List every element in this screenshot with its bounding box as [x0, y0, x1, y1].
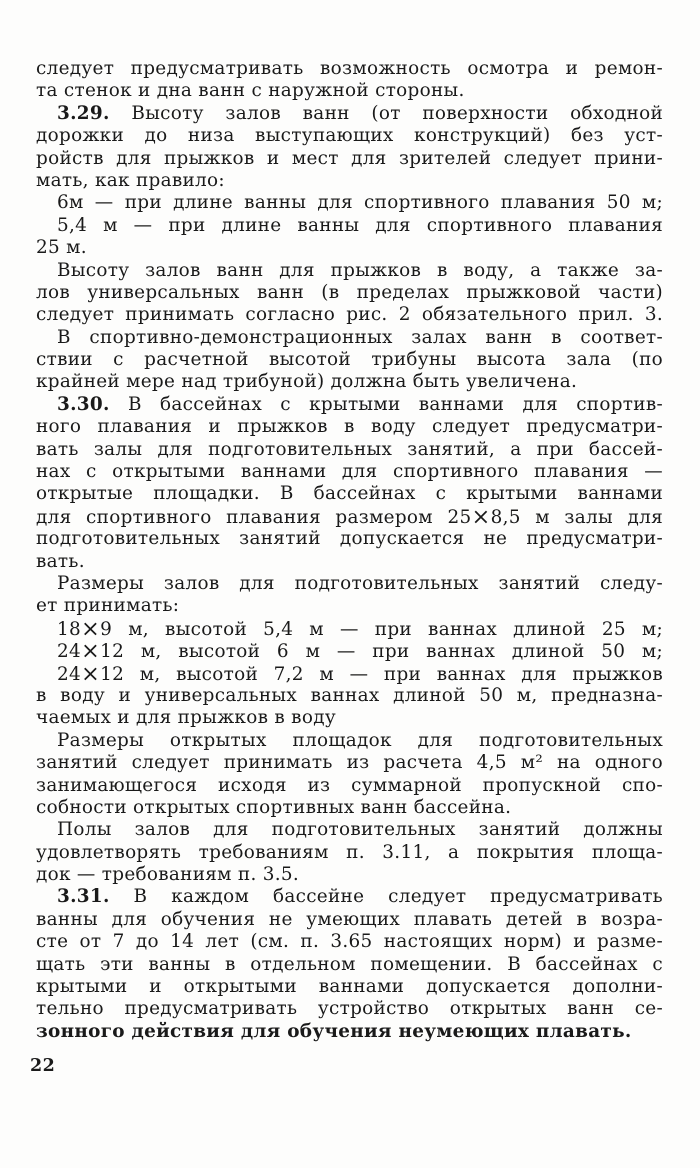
text-line: ного плавания и прыжков в воду следует предусматри-: [36, 416, 663, 438]
text-line: зонного действия для обучения неумеющих плавать.: [36, 1020, 632, 1042]
text-line: та стенок и дна ванн с наружной стороны.: [36, 80, 465, 102]
text-line: для спортивного плавания размером 25×8,5 м залы для: [36, 505, 663, 529]
multiplication-sign: ×: [81, 640, 101, 663]
text-line: 6м — при длине ванны для спортивного плавания 50 м;: [57, 192, 663, 214]
text-line: 24×12 м, высотой 7,2 м — при ваннах для прыжков: [57, 662, 663, 685]
clause-number: 3.30.: [57, 393, 110, 415]
text-line: чаемых и для прыжков в воду: [36, 707, 336, 729]
text-line: 25 м.: [36, 237, 87, 259]
text-line: ствии с расчетной высотой трибуны высота зала (по: [36, 349, 663, 371]
text-line: Размеры открытых площадок для подготовительных: [57, 729, 663, 751]
clause-number: 3.29.: [57, 102, 110, 124]
text-line: нах с открытыми ваннами для спортивного плавания —: [36, 461, 663, 483]
text-line: В спортивно-демонстрационных залах ванн в соответ-: [57, 326, 663, 348]
clause-number: 3.31.: [57, 886, 110, 908]
text-line: ванны для обучения не умеющих плавать детей в возра-: [36, 908, 663, 930]
text-line: тельно предусматривать устройство открытых ванн се-: [36, 998, 663, 1020]
text-line: сте от 7 до 14 лет (см. п. 3.65 настоящих норм) и разме-: [36, 931, 663, 953]
text-line: 3.30. В бассейнах с крытыми ваннами для спортив-: [57, 393, 663, 415]
text-line: занимающегося исходя из суммарной пропускной спо-: [36, 774, 663, 796]
text-line: лов универсальных ванн (в пределах прыжковой части): [36, 281, 663, 303]
text-line: 3.29. Высоту залов ванн (от поверхности обходной: [57, 102, 663, 124]
page-text-block: [36, 58, 663, 1043]
text-line: собности открытых спортивных ванн бассейна.: [36, 796, 512, 818]
text-line: вать.: [36, 550, 85, 572]
text-line: 3.31. В каждом бассейне следует предусматривать: [57, 886, 663, 908]
text-line: Высоту залов ванн для прыжков в воду, а также за-: [57, 259, 663, 281]
text-line: док — требованиям п. 3.5.: [36, 864, 300, 886]
text-line: подготовительных занятий допускается не предусматри-: [36, 528, 663, 550]
text-line: щать эти ванны в отдельном помещении. В бассейнах с: [36, 953, 663, 975]
multiplication-sign: ×: [81, 617, 101, 641]
text-line: удовлетворять требованиям п. 3.11, а покрытия площа-: [36, 841, 663, 863]
text-line: Полы залов для подготовительных занятий должны: [57, 819, 663, 841]
multiplication-sign: ×: [471, 505, 491, 529]
text-line: вать залы для подготовительных занятий, а при бассей-: [36, 438, 663, 460]
text-line: в воду и универсальных ваннах длиной 50 м, предназна-: [36, 684, 663, 706]
text-line: ет принимать:: [36, 595, 180, 617]
text-line: ройств для прыжков и мест для зрителей следует прини-: [36, 147, 663, 169]
text-line: 24×12 м, высотой 6 м — при ваннах длиной 50 м;: [57, 640, 663, 663]
multiplication-sign: ×: [81, 662, 101, 685]
text-line: 5,4 м — при длине ванны для спортивного плавания: [57, 214, 663, 236]
page-number: 22: [30, 1056, 56, 1076]
text-line: дорожки до низа выступающих конструкций) без уст-: [36, 125, 663, 147]
text-line: Размеры залов для подготовительных занятий следу-: [57, 572, 663, 594]
text-line: открытые площадки. В бассейнах с крытыми ваннами: [36, 483, 663, 505]
text-line: мать, как правило:: [36, 169, 225, 191]
text-line: следует предусматривать возможность осмотра и ремон-: [36, 58, 663, 79]
text-line: 18×9 м, высотой 5,4 м — при ваннах длиной 25 м;: [57, 617, 663, 641]
text-line: следует принимать согласно рис. 2 обязательного прил. 3.: [36, 304, 663, 326]
text-line: крытыми и открытыми ваннами допускается дополни-: [36, 976, 663, 998]
text-line: крайней мере над трибуной) должна быть увеличена.: [36, 371, 578, 393]
text-line: занятий следует принимать из расчета 4,5 м² на одного: [36, 752, 663, 774]
